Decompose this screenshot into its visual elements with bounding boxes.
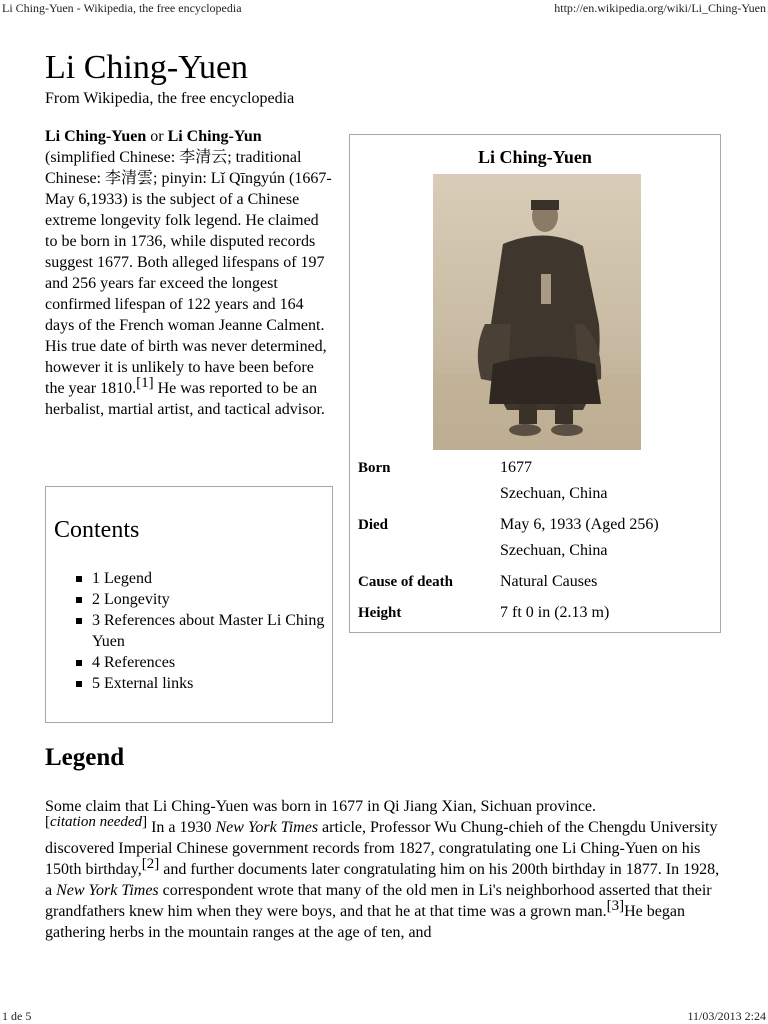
- table-of-contents: [45, 486, 333, 723]
- citation-open-bracket: [: [45, 814, 50, 830]
- died-place: Szechuan, China: [500, 542, 608, 559]
- toc-item: [76, 610, 326, 652]
- infobox: [349, 134, 721, 633]
- infobox-label: Born: [358, 460, 391, 476]
- toc-list: [76, 568, 326, 694]
- cause-of-death-value: Natural Causes: [500, 573, 598, 590]
- citation-needed-text: citation needed: [50, 814, 143, 830]
- print-header-url: http://en.wikipedia.org/wiki/Li_Ching-Yuen: [554, 1, 766, 15]
- infobox-value: [500, 512, 720, 564]
- infobox-value: [500, 455, 720, 507]
- portrait-image: [433, 174, 641, 450]
- infobox-title: Li Ching-Yuen: [478, 147, 592, 167]
- intro-text-1: (simplified Chinese: 李清云; traditional Chinese: 李清雲; pinyin: Lǐ Qīngyún (1667- May 6,1933) is the subject of a Chinese extreme longevity folk legend. He claimed to be born in 1736, while disputed records suggest 1677. Both alleged lifespans of 197 and 256 years far exceed the longest confirmed lifespan of 122 years and 164 days of the French woman Jeanne Calment. His true date of birth was never determined, however it is unlikely to have been before the year 1810.: [45, 149, 332, 397]
- newspaper-name: New York Times: [56, 882, 159, 899]
- section-heading-legend: Legend: [45, 744, 125, 771]
- intro-paragraph: [45, 126, 335, 420]
- infobox-label: Died: [358, 517, 388, 533]
- infobox-label: Height: [358, 605, 402, 621]
- page-subtitle: From Wikipedia, the free encyclopedia: [45, 90, 295, 107]
- toc-link-longevity[interactable]: 2 Longevity: [92, 591, 170, 608]
- born-date: 1677: [500, 459, 532, 476]
- article-name-primary: Li Ching-Yuen: [45, 128, 147, 145]
- toc-title: Contents: [54, 517, 140, 543]
- died-date: May 6, 1933 (Aged 256): [500, 516, 659, 533]
- legend-text: and further documents later congratulating him on his 200th birthday in 1877. In 1928, a: [45, 861, 720, 899]
- toc-link-legend[interactable]: 1 Legend: [92, 570, 152, 587]
- citation-close-bracket: ]: [142, 814, 148, 830]
- citation-needed-link[interactable]: [45, 814, 147, 830]
- toc-item: [76, 652, 326, 673]
- print-header: [0, 0, 768, 16]
- toc-link-references-about-master-li[interactable]: 3 References about Master Li Ching Yuen: [92, 612, 325, 650]
- article-name-alternate: Li Ching-Yun: [167, 128, 262, 145]
- toc-item: [76, 568, 326, 589]
- infobox-label: Cause of death: [358, 574, 454, 590]
- intro-text-2: He was reported to be an herbalist, martial artist, and tactical advisor.: [45, 380, 325, 418]
- height-value: 7 ft 0 in (2.13 m): [500, 604, 610, 621]
- print-footer: [0, 1008, 768, 1024]
- reference-link-3[interactable]: [3]: [606, 898, 625, 914]
- toc-item: [76, 589, 326, 610]
- legend-text: In a 1930: [147, 819, 216, 836]
- toc-item: [76, 673, 326, 694]
- page-count: 1 de 5: [2, 1009, 32, 1023]
- print-header-title: Li Ching-Yuen - Wikipedia, the free encyclopedia: [2, 1, 242, 15]
- reference-link-2[interactable]: [2]: [141, 856, 160, 872]
- page-title: Li Ching-Yuen: [45, 49, 249, 86]
- print-timestamp: 11/03/2013 2:24: [687, 1009, 766, 1023]
- toc-link-references[interactable]: 4 References: [92, 654, 176, 671]
- legend-text: correspondent wrote that many of the old men in Li's neighborhood asserted that their grandfathers knew him when they were boys, and that he at that time was a grown man.: [45, 882, 712, 920]
- born-place: Szechuan, China: [500, 485, 608, 502]
- portrait-photo: [433, 174, 641, 450]
- reference-link-1[interactable]: [1]: [136, 375, 154, 391]
- newspaper-name: New York Times: [215, 819, 319, 836]
- legend-text: He began gathering herbs in the mountain ranges at the age of ten, and: [45, 903, 685, 941]
- intro-or: or: [146, 128, 168, 145]
- legend-paragraph: [45, 796, 725, 943]
- legend-text: article, Professor Wu Chung-chieh of the Chengdu University discovered Imperial Chinese government records from 1827, congratulating one Li Ching-Yuen on his 150th birthday,: [45, 819, 718, 878]
- legend-text: Some claim that Li Ching-Yuen was born in 1677 in Qi Jiang Xian, Sichuan province.: [45, 798, 597, 815]
- toc-link-external-links[interactable]: 5 External links: [92, 675, 194, 692]
